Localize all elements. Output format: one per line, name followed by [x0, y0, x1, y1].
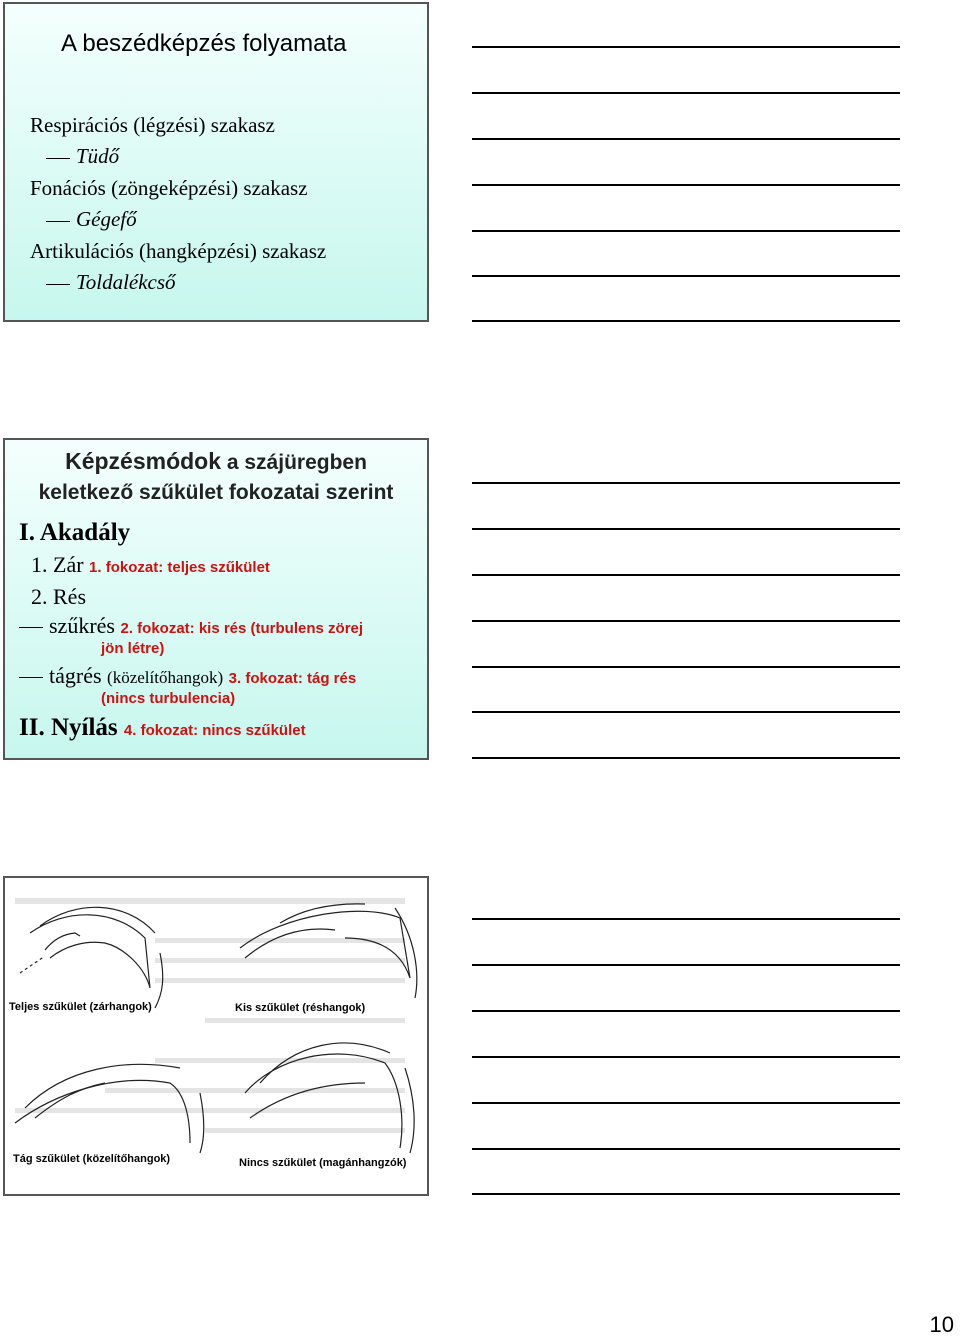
- slide-3: [3, 876, 429, 1196]
- note-line: [472, 184, 900, 186]
- page-number: 10: [929, 1312, 954, 1337]
- note-line: [472, 620, 900, 622]
- slide-2-body: I. Akadály 1. Zár 1. fokozat: teljes szűkület 2. Rés szűkrés 2. fokozat: kis rés (turbulens zörej jön létre) tágrés (közelítőhangok) 3. fokozat: tág rés (nincs turbulencia) II. Nyílás 4. fokozat: nincs szűkület: [19, 516, 423, 748]
- dash-icon: [46, 284, 70, 285]
- note-line: [472, 1148, 900, 1150]
- note-line: [472, 1056, 900, 1058]
- note-line: [472, 574, 900, 576]
- note-line: [472, 275, 900, 277]
- note-line: [472, 230, 900, 232]
- caption-open: Nincs szűkület (magánhangzók): [239, 1157, 407, 1169]
- note-line: [472, 46, 900, 48]
- articulation-diagrams: [5, 878, 427, 1194]
- slide-2: [3, 438, 429, 760]
- list-item: Fonációs (zöngeképzési) szakasz: [30, 175, 308, 200]
- note-line: [472, 918, 900, 920]
- list-subitem: Toldalékcső: [30, 267, 326, 298]
- slide-1-list: [30, 110, 326, 298]
- list-subitem: szűkrés 2. fokozat: kis rés (turbulens zörej: [19, 611, 423, 643]
- note-line: [472, 482, 900, 484]
- note-line: [472, 320, 900, 322]
- note-line: [472, 92, 900, 94]
- narrow-gap-diagram: [240, 904, 417, 998]
- slide-2-title: Képzésmódok a szájüregben keletkező szűkület fokozatai szerint: [38, 448, 394, 504]
- list-item: 1. Zár 1. fokozat: teljes szűkület: [31, 552, 270, 577]
- note-line: [472, 1010, 900, 1012]
- list-item: Respirációs (légzési) szakasz: [30, 113, 275, 137]
- caption-narrow: Kis szűkület (réshangok): [235, 1002, 366, 1014]
- section-heading: I. Akadály: [19, 519, 131, 546]
- list-subitem: Gégefő: [30, 204, 326, 235]
- dash-icon: [19, 677, 43, 678]
- dash-icon: [46, 221, 70, 222]
- section-heading: II. Nyílás 4. fokozat: nincs szűkület: [19, 714, 306, 741]
- dash-icon: [46, 158, 70, 159]
- note-line: [472, 757, 900, 759]
- caption-closure: Teljes szűkület (zárhangok): [9, 1001, 152, 1013]
- closure-diagram: [20, 907, 163, 1008]
- slide-1-title: A beszédképzés folyamata: [61, 30, 347, 57]
- note-line: [472, 666, 900, 668]
- note-line: [472, 1102, 900, 1104]
- slide-1: [3, 2, 429, 322]
- list-subitem: tágrés (közelítőhangok) 3. fokozat: tág rés: [19, 661, 423, 693]
- caption-wide: Tág szűkület (közelítőhangok): [13, 1153, 171, 1165]
- list-subitem: Tüdő: [30, 141, 326, 172]
- note-line: [472, 528, 900, 530]
- list-item: Artikulációs (hangképzési) szakasz: [30, 238, 327, 263]
- note-line: [472, 1193, 900, 1195]
- note-line: [472, 964, 900, 966]
- list-item: 2. Rés: [31, 584, 86, 609]
- dash-icon: [19, 627, 43, 628]
- note-line: [472, 711, 900, 713]
- note-line: [472, 138, 900, 140]
